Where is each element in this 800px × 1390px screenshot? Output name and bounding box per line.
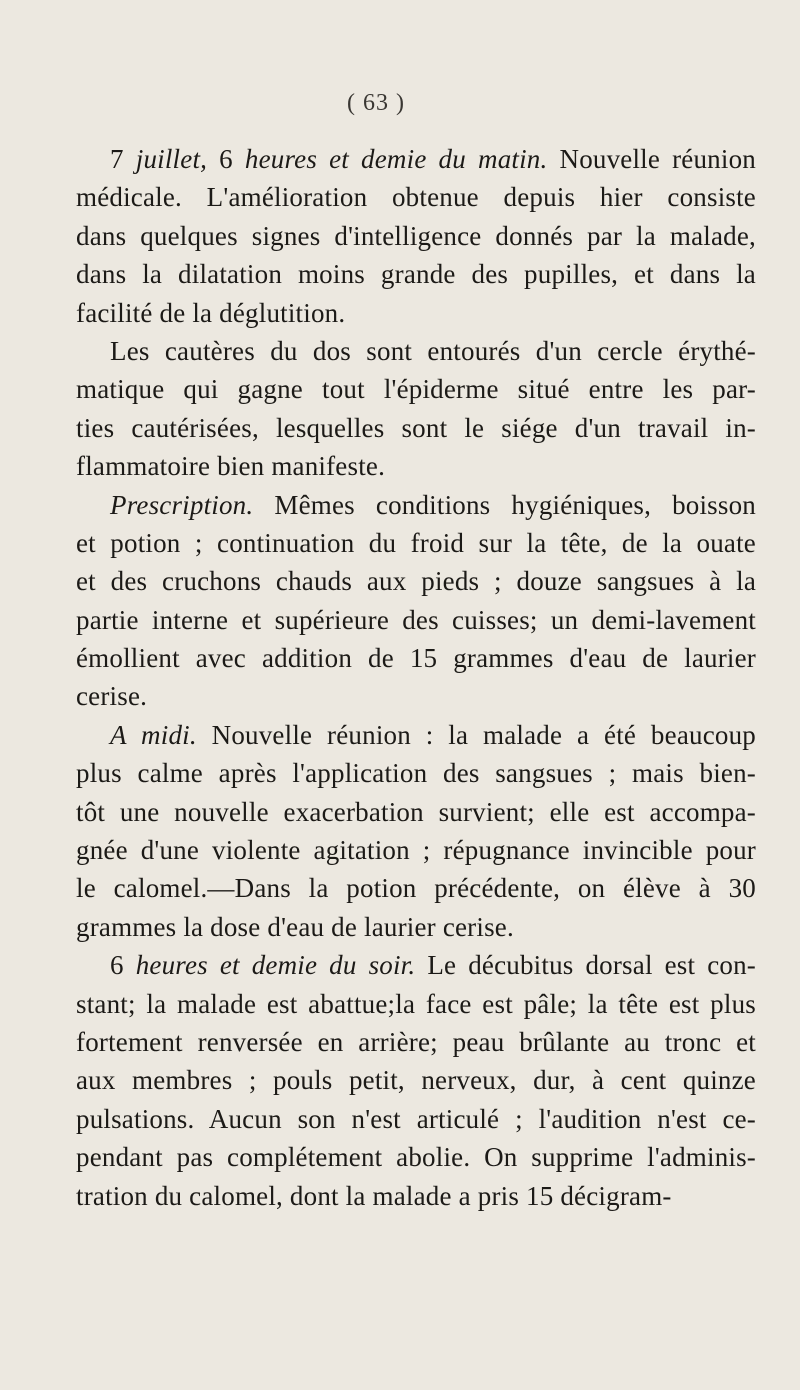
text-line bbox=[76, 716, 756, 754]
text-run: tration du calomel, dont la malade a pris 15 décigram- bbox=[76, 1180, 672, 1211]
text-run: Les cautères du dos sont entourés d'un cercle érythé- bbox=[110, 335, 756, 366]
text-run: plus calme après l'application des sangsues ; mais bien- bbox=[76, 758, 756, 789]
text-line bbox=[76, 831, 756, 869]
text-run: grammes la dose d'eau de laurier cerise. bbox=[76, 911, 514, 942]
text-line bbox=[76, 946, 756, 984]
text-run: pendant pas complétement abolie. On supprime l'adminis- bbox=[76, 1142, 756, 1173]
paragraph bbox=[76, 332, 756, 486]
text-line bbox=[76, 1177, 756, 1215]
text-line bbox=[76, 601, 756, 639]
text-line bbox=[76, 639, 756, 677]
text-line bbox=[76, 217, 756, 255]
text-line bbox=[76, 140, 756, 178]
italic-text: A midi. bbox=[110, 719, 197, 750]
text-run: tôt une nouvelle exacerbation survient; elle est accompa- bbox=[76, 796, 756, 827]
text-line bbox=[76, 409, 756, 447]
text-line bbox=[76, 447, 756, 485]
text-line bbox=[76, 793, 756, 831]
text-run: Le décubitus dorsal est con- bbox=[415, 950, 756, 981]
page-number: ( 63 ) bbox=[347, 90, 405, 116]
text-run: partie interne et supérieure des cuisses; un demi-lavement bbox=[76, 604, 756, 635]
body-text bbox=[76, 140, 756, 1215]
text-line bbox=[76, 908, 756, 946]
text-line bbox=[76, 486, 756, 524]
text-run: flammatoire bien manifeste. bbox=[76, 451, 386, 482]
text-run: dans quelques signes d'intelligence donnés par la malade, bbox=[76, 220, 756, 251]
text-run: dans la dilatation moins grande des pupilles, et dans la bbox=[76, 259, 756, 290]
italic-text: heures et demie du matin. bbox=[244, 144, 548, 174]
italic-text: Prescription. bbox=[110, 489, 254, 520]
text-line bbox=[76, 1023, 756, 1061]
text-run: stant; la malade est abattue;la face est pâle; la tête est plus bbox=[76, 988, 756, 1019]
text-line bbox=[76, 677, 756, 715]
text-run: Mêmes conditions hygiéniques, boisson bbox=[253, 489, 756, 520]
text-run: émollient avec addition de 15 grammes d'eau de laurier bbox=[76, 643, 756, 674]
text-run: pulsations. Aucun son n'est articulé ; l'audition n'est ce- bbox=[76, 1103, 756, 1134]
text-run: Nouvelle réunion : la malade a été beaucoup bbox=[196, 719, 756, 750]
text-line bbox=[76, 370, 756, 408]
italic-text: juillet, bbox=[135, 144, 208, 174]
paragraph bbox=[76, 946, 756, 1215]
text-line bbox=[76, 1100, 756, 1138]
text-line bbox=[76, 869, 756, 907]
italic-text: heures et demie du soir. bbox=[135, 950, 416, 981]
text-run: matique qui gagne tout l'épiderme situé entre les par- bbox=[76, 374, 756, 405]
text-run: ties cautérisées, lesquelles sont le siége d'un travail in- bbox=[76, 412, 756, 443]
text-line bbox=[76, 1138, 756, 1176]
text-line bbox=[76, 562, 756, 600]
paragraph bbox=[76, 716, 756, 946]
text-run: le calomel.—Dans la potion précédente, on élève à 30 bbox=[76, 873, 756, 904]
text-run: médicale. L'amélioration obtenue depuis hier consiste bbox=[76, 182, 756, 213]
text-run: gnée d'une violente agitation ; répugnance invincible pour bbox=[76, 835, 756, 866]
text-line bbox=[76, 1061, 756, 1099]
text-line bbox=[76, 255, 756, 293]
text-run: cerise. bbox=[76, 681, 148, 712]
text-run: et des cruchons chauds aux pieds ; douze sangsues à la bbox=[76, 566, 756, 597]
text-run: aux membres ; pouls petit, nerveux, dur, à cent quinze bbox=[76, 1065, 756, 1096]
paragraph bbox=[76, 486, 756, 716]
text-line bbox=[76, 754, 756, 792]
text-line bbox=[76, 178, 756, 216]
text-run: facilité de la déglutition. bbox=[76, 297, 346, 328]
text-run: et potion ; continuation du froid sur la tête, de la ouate bbox=[76, 527, 756, 558]
text-run: Nouvelle réunion bbox=[547, 144, 756, 174]
text-line bbox=[76, 332, 756, 370]
text-line bbox=[76, 524, 756, 562]
text-run: 6 bbox=[207, 144, 245, 174]
text-line bbox=[76, 985, 756, 1023]
text-run: 7 bbox=[110, 144, 136, 174]
paragraph bbox=[76, 140, 756, 332]
text-run: 6 bbox=[110, 950, 136, 981]
text-line bbox=[76, 294, 756, 332]
text-run: fortement renversée en arrière; peau brûlante au tronc et bbox=[76, 1026, 756, 1057]
